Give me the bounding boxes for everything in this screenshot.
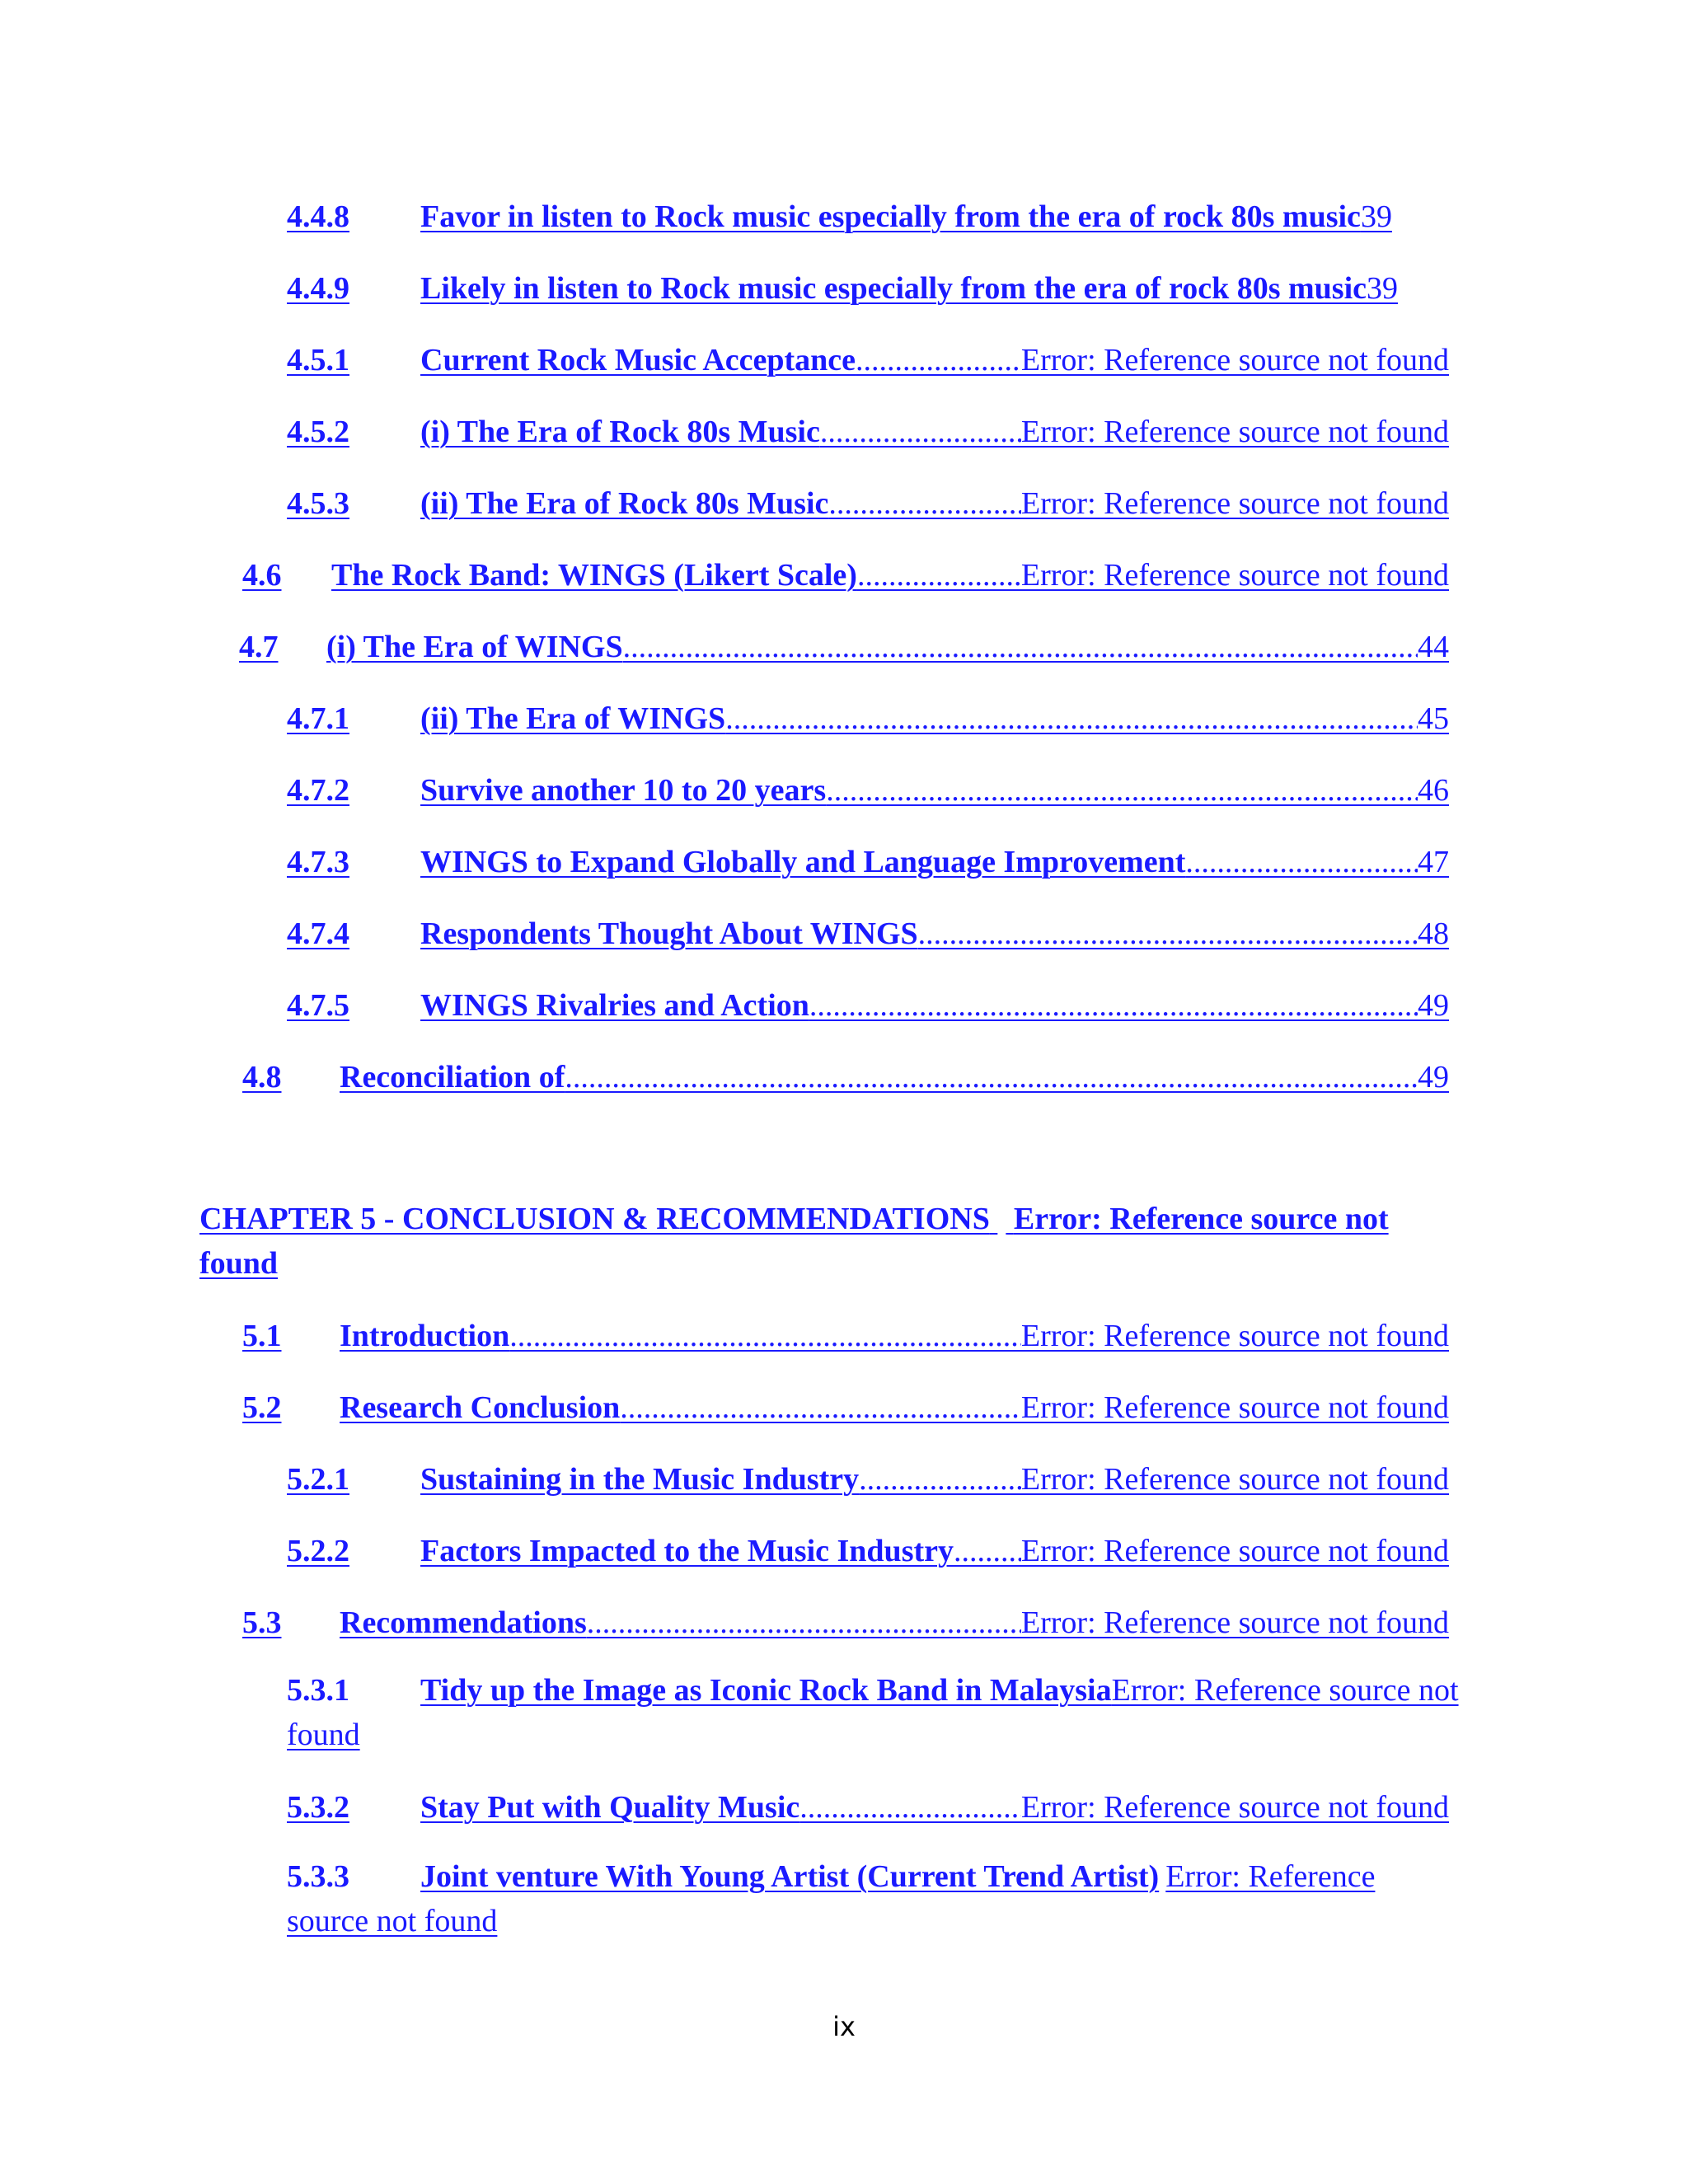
toc-entry-5-3-2[interactable] bbox=[287, 1788, 1449, 1826]
toc-entry-number: 5.1 bbox=[242, 1319, 282, 1353]
toc-entry-page: Error: Reference source not found bbox=[1020, 1534, 1449, 1568]
toc-entry-4-7-4[interactable] bbox=[287, 915, 1449, 953]
toc-entry-page: 47 bbox=[1418, 845, 1449, 879]
toc-entry-page: Error: Reference source not found bbox=[287, 1673, 1459, 1752]
toc-entry-4-7-2[interactable] bbox=[287, 771, 1449, 809]
toc-entry-number: 5.3.3 bbox=[287, 1859, 349, 1894]
toc-entry-number: 4.5.3 bbox=[287, 486, 349, 521]
toc-entry-page: 49 bbox=[1418, 988, 1449, 1023]
dot-leader bbox=[918, 915, 1418, 953]
toc-entry-page: Error: Reference source not found bbox=[1020, 1462, 1449, 1497]
toc-entry-page: 45 bbox=[1418, 701, 1449, 736]
toc-entry-title: Factors Impacted to the Music Industry bbox=[420, 1534, 954, 1568]
toc-entry-page: Error: Reference source not found bbox=[1020, 1319, 1449, 1353]
toc-entry-title: (ii) The Era of WINGS bbox=[420, 701, 726, 736]
toc-entry-number: 4.5.2 bbox=[287, 415, 349, 449]
toc-entry-4-6[interactable] bbox=[242, 556, 1449, 594]
toc-entry-title: Sustaining in the Music Industry bbox=[420, 1462, 860, 1497]
toc-entry-number: 4.6 bbox=[242, 558, 282, 593]
dot-leader bbox=[828, 485, 1020, 523]
toc-entry-4-5-2[interactable] bbox=[287, 413, 1449, 451]
toc-entry-title: (i) The Era of WINGS bbox=[326, 630, 623, 664]
toc-entry-4-5-3[interactable] bbox=[287, 485, 1449, 523]
dot-leader bbox=[565, 1058, 1418, 1096]
dot-leader bbox=[799, 1788, 1021, 1826]
toc-entry-5-2-1[interactable] bbox=[287, 1460, 1449, 1498]
toc-entry-number: 4.4.8 bbox=[287, 199, 349, 234]
toc-entry-page: 49 bbox=[1418, 1060, 1449, 1094]
toc-entry-page: Error: Reference source not found bbox=[1020, 415, 1449, 449]
toc-entry-number: 5.2.1 bbox=[287, 1462, 349, 1497]
toc-chapter-5[interactable] bbox=[199, 1197, 1452, 1286]
toc-entry-title: WINGS Rivalries and Action bbox=[420, 988, 809, 1023]
toc-entry-5-2[interactable] bbox=[242, 1389, 1449, 1427]
toc-entry-page: 39 bbox=[1360, 199, 1392, 234]
dot-leader bbox=[856, 341, 1021, 379]
toc-entry-number: 5.3.1 bbox=[287, 1673, 349, 1708]
dot-leader bbox=[954, 1532, 1021, 1570]
toc-entry-4-4-8[interactable] bbox=[287, 198, 1449, 236]
dot-leader bbox=[820, 413, 1021, 451]
toc-entry-number: 5.2 bbox=[242, 1390, 282, 1425]
toc-entry-number: 5.3 bbox=[242, 1605, 282, 1640]
toc-entry-title: Recommendations bbox=[340, 1605, 587, 1640]
toc-entry-5-2-2[interactable] bbox=[287, 1532, 1449, 1570]
toc-entry-title: The Rock Band: WINGS (Likert Scale) bbox=[331, 558, 857, 593]
toc-entry-title: Respondents Thought About WINGS bbox=[420, 916, 918, 951]
dot-leader bbox=[1185, 843, 1418, 881]
toc-entry-title: Introduction bbox=[340, 1319, 510, 1353]
toc-entry-4-4-9[interactable] bbox=[287, 269, 1449, 307]
toc-entry-number: 4.7.3 bbox=[287, 845, 349, 879]
toc-entry-5-3-3[interactable] bbox=[287, 1854, 1457, 1943]
toc-entry-title: Likely in listen to Rock music especially from the era of rock 80s music bbox=[420, 271, 1367, 306]
toc-entry-page: 48 bbox=[1418, 916, 1449, 951]
toc-entry-title: Joint venture With Young Artist (Current Trend Artist) bbox=[420, 1859, 1160, 1894]
dot-leader bbox=[725, 700, 1418, 738]
toc-entry-5-1[interactable] bbox=[242, 1317, 1449, 1355]
toc-entry-page: Error: Reference source not found bbox=[1020, 1790, 1449, 1825]
page-number: ix bbox=[832, 2011, 856, 2042]
toc-entry-page: 39 bbox=[1367, 271, 1398, 306]
toc-entry-page: Error: Reference source not found bbox=[1020, 1605, 1449, 1640]
toc-entry-number: 4.4.9 bbox=[287, 271, 349, 306]
dot-leader bbox=[857, 556, 1021, 594]
toc-entry-page: Error: Reference source not found bbox=[1020, 486, 1449, 521]
toc-entry-number: 4.8 bbox=[242, 1060, 282, 1094]
toc-entry-4-7-3[interactable] bbox=[287, 843, 1449, 881]
dot-leader bbox=[587, 1604, 1021, 1642]
toc-entry-number: 5.3.2 bbox=[287, 1790, 349, 1825]
toc-entry-number: 5.2.2 bbox=[287, 1534, 349, 1568]
toc-entry-title: Survive another 10 to 20 years bbox=[420, 773, 827, 808]
toc-entry-title: WINGS to Expand Globally and Language Improvement bbox=[420, 845, 1186, 879]
dot-leader bbox=[509, 1317, 1021, 1355]
toc-entry-page: 46 bbox=[1418, 773, 1449, 808]
toc-entry-title: Reconciliation of bbox=[340, 1060, 565, 1094]
dot-leader bbox=[859, 1460, 1021, 1498]
toc-entry-number: 4.7 bbox=[239, 630, 279, 664]
toc-entry-number: 4.7.1 bbox=[287, 701, 349, 736]
chapter-page: Error: Reference source not found bbox=[199, 1202, 1389, 1281]
chapter-title: CHAPTER 5 - CONCLUSION & RECOMMENDATIONS bbox=[199, 1202, 990, 1236]
dot-leader bbox=[826, 771, 1418, 809]
toc-entry-4-7-5[interactable] bbox=[287, 987, 1449, 1024]
dot-leader bbox=[620, 1389, 1021, 1427]
toc-entry-title: Tidy up the Image as Iconic Rock Band in Malaysia bbox=[420, 1673, 1112, 1708]
toc-entry-title: Favor in listen to Rock music especially from the era of rock 80s music bbox=[420, 199, 1361, 234]
toc-entry-number: 4.5.1 bbox=[287, 343, 349, 377]
toc-entry-title: Stay Put with Quality Music bbox=[420, 1790, 800, 1825]
toc-entry-title: Research Conclusion bbox=[340, 1390, 621, 1425]
toc-entry-number: 4.7.4 bbox=[287, 916, 349, 951]
toc-entry-page: Error: Reference source not found bbox=[287, 1859, 1376, 1938]
toc-entry-number: 4.7.2 bbox=[287, 773, 349, 808]
toc-entry-page: Error: Reference source not found bbox=[1020, 558, 1449, 593]
toc-entry-4-7[interactable] bbox=[239, 628, 1449, 666]
toc-entry-4-7-1[interactable] bbox=[287, 700, 1449, 738]
toc-entry-title: (i) The Era of Rock 80s Music bbox=[420, 415, 820, 449]
dot-leader bbox=[623, 628, 1418, 666]
toc-entry-page: 44 bbox=[1418, 630, 1449, 664]
toc-entry-number: 4.7.5 bbox=[287, 988, 349, 1023]
toc-entry-5-3-1[interactable] bbox=[287, 1668, 1479, 1757]
toc-entry-5-3[interactable] bbox=[242, 1604, 1449, 1642]
toc-entry-4-8[interactable] bbox=[242, 1058, 1449, 1096]
toc-entry-title: Current Rock Music Acceptance bbox=[420, 343, 856, 377]
toc-entry-page: Error: Reference source not found bbox=[1020, 1390, 1449, 1425]
toc-entry-4-5-1[interactable] bbox=[287, 341, 1449, 379]
dot-leader bbox=[809, 987, 1418, 1024]
toc-entry-title: (ii) The Era of Rock 80s Music bbox=[420, 486, 829, 521]
toc-entry-page: Error: Reference source not found bbox=[1020, 343, 1449, 377]
